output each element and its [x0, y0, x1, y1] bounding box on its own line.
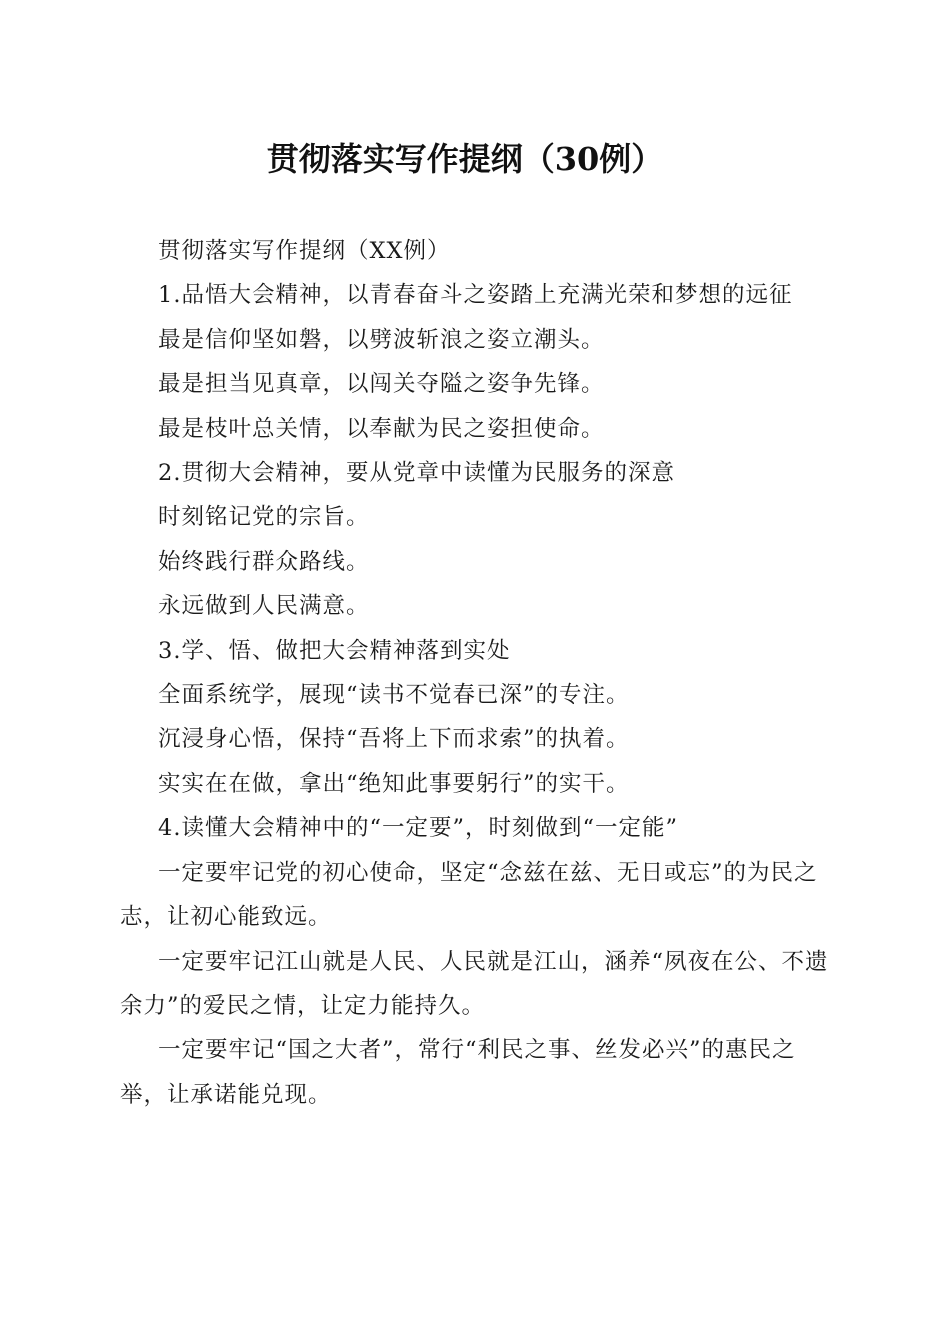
paragraph: 最是担当见真章，以闯关夺隘之姿争先锋。	[158, 371, 605, 398]
paragraph: 一定要牢记党的初心使命，坚定“念兹在兹、无日或忘”的为民之志，让初心能致远。	[120, 859, 818, 931]
paragraph: 贯彻落实写作提纲（XX例）	[158, 238, 451, 264]
paragraph: 4.读懂大会精神中的“一定要”，时刻做到“一定能”	[158, 815, 678, 842]
document-title: 贯彻落实写作提纲（30例）	[266, 140, 664, 178]
paragraph: 一定要牢记江山就是人民、人民就是江山，涵养“夙夜在公、不遗余力”的爱民之情，让定力能持久。	[120, 948, 829, 1019]
paragraph: 始终践行群众路线。	[158, 548, 370, 575]
paragraph: 实实在在做，拿出“绝知此事要躬行”的实干。	[158, 770, 630, 797]
paragraph: 沉浸身心悟，保持“吾将上下而求索”的执着。	[158, 726, 630, 753]
paragraph: 3.学、悟、做把大会精神落到实处	[158, 637, 511, 664]
paragraph: 永远做到人民满意。	[158, 593, 370, 620]
paragraph: 1.品悟大会精神，以青春奋斗之姿踏上充满光荣和梦想的远征	[158, 282, 793, 309]
paragraph: 一定要牢记“国之大者”，常行“利民之事、丝发必兴”的惠民之举，让承诺能兑现。	[120, 1037, 796, 1108]
document-body	[120, 229, 836, 1117]
paragraph: 时刻铭记党的宗旨。	[158, 504, 370, 531]
paragraph: 最是信仰坚如磐，以劈波斩浪之姿立潮头。	[158, 326, 605, 353]
paragraph: 2.贯彻大会精神，要从党章中读懂为民服务的深意	[158, 460, 675, 487]
paragraph: 全面系统学，展现“读书不觉春已深”的专注。	[158, 682, 630, 709]
paragraph: 最是枝叶总关情，以奉献为民之姿担使命。	[158, 415, 605, 442]
